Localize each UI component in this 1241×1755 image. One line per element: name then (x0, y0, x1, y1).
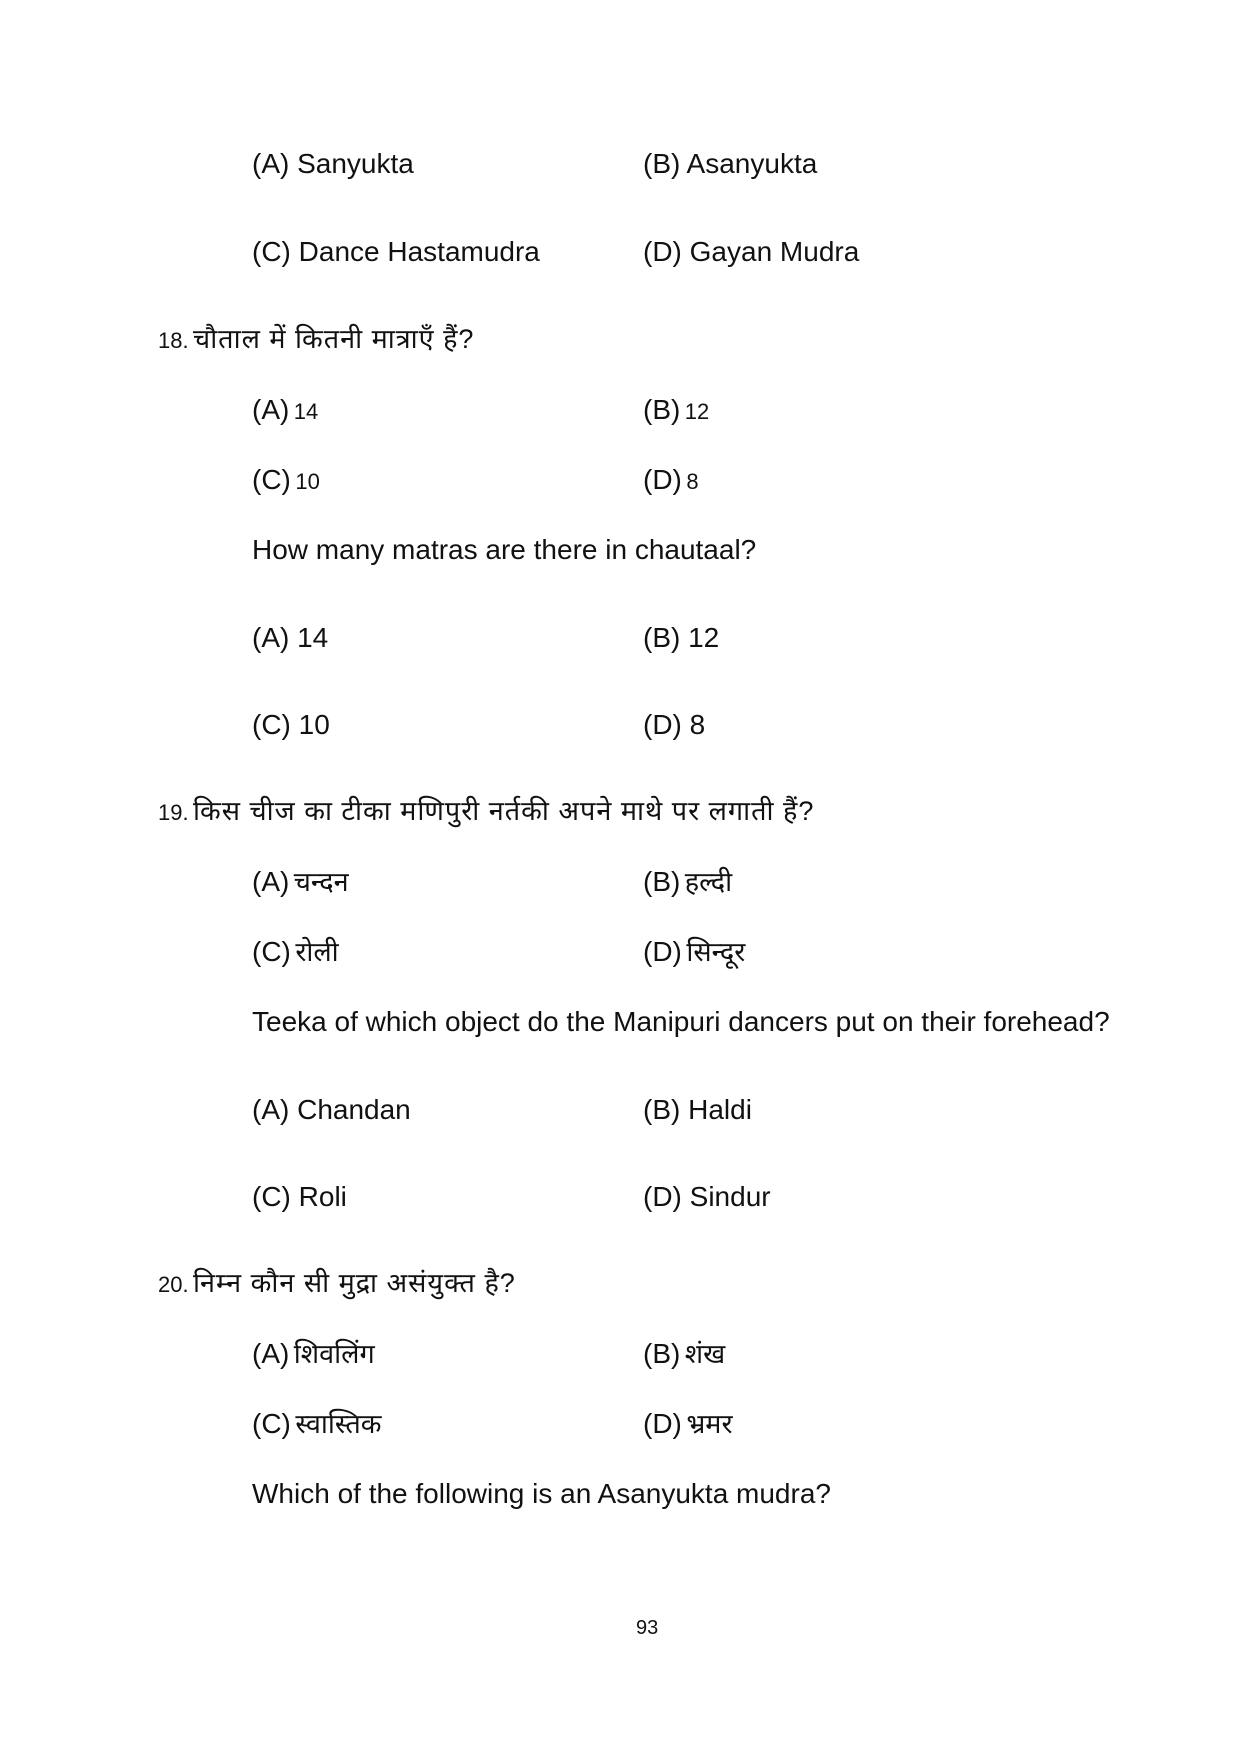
question-19-hindi (158, 798, 814, 825)
q19-hindi-option-d: (D) सिन्दूर (643, 936, 746, 967)
q20-hindi-option-a: (A) शिवलिंग (252, 1338, 375, 1369)
q19-hindi-option-c: (C) रोली (252, 936, 339, 967)
question-number: 18. (158, 328, 189, 353)
q18-hindi-option-c: (C) 10 (252, 464, 320, 495)
question-18-english: How many matras are there in chautaal? (252, 534, 757, 565)
q18-option-a: (A) 14 (252, 622, 329, 653)
q20-hindi-option-c: (C) स्वास्तिक (252, 1408, 382, 1439)
q20-hindi-option-b: (B) शंख (643, 1338, 726, 1369)
question-text: चौताल में कितनी मात्राएँ हैं? (193, 324, 475, 354)
q19-option-c: (C) Roli (252, 1181, 347, 1212)
question-18-hindi (158, 326, 474, 353)
q18-hindi-option-d: (D) 8 (643, 464, 699, 495)
question-19-english: Teeka of which object do the Manipuri dancers put on their forehead? (252, 1006, 1110, 1037)
q18-hindi-option-b: (B) 12 (643, 394, 710, 425)
q18-option-d: (D) 8 (643, 709, 706, 740)
q19-hindi-option-b: (B) हल्दी (643, 866, 733, 897)
q19-option-d: (D) Sindur (643, 1181, 771, 1212)
question-number: 19. (158, 800, 189, 825)
q20-hindi-option-d: (D) भ्रमर (643, 1408, 733, 1439)
question-20-english: Which of the following is an Asanyukta mudra? (252, 1478, 831, 1509)
question-text: निम्न कौन सी मुद्रा असंयुक्त है? (193, 1268, 516, 1298)
question-number: 20. (158, 1272, 189, 1297)
q17-option-b: (B) Asanyukta (643, 148, 818, 179)
q19-option-a: (A) Chandan (252, 1094, 411, 1125)
q17-option-c: (C) Dance Hastamudra (252, 236, 540, 267)
q17-option-d: (D) Gayan Mudra (643, 236, 860, 267)
q17-option-a: (A) Sanyukta (252, 148, 414, 179)
page-number: 93 (636, 1617, 659, 1639)
question-20-hindi (158, 1270, 516, 1297)
q19-hindi-option-a: (A) चन्दन (252, 866, 349, 897)
question-text: किस चीज का टीका मणिपुरी नर्तकी अपने माथे पर लगाती हैं? (193, 796, 815, 826)
q18-hindi-option-a: (A) 14 (252, 394, 319, 425)
q18-option-c: (C) 10 (252, 709, 330, 740)
q19-option-b: (B) Haldi (643, 1094, 752, 1125)
q18-option-b: (B) 12 (643, 622, 720, 653)
